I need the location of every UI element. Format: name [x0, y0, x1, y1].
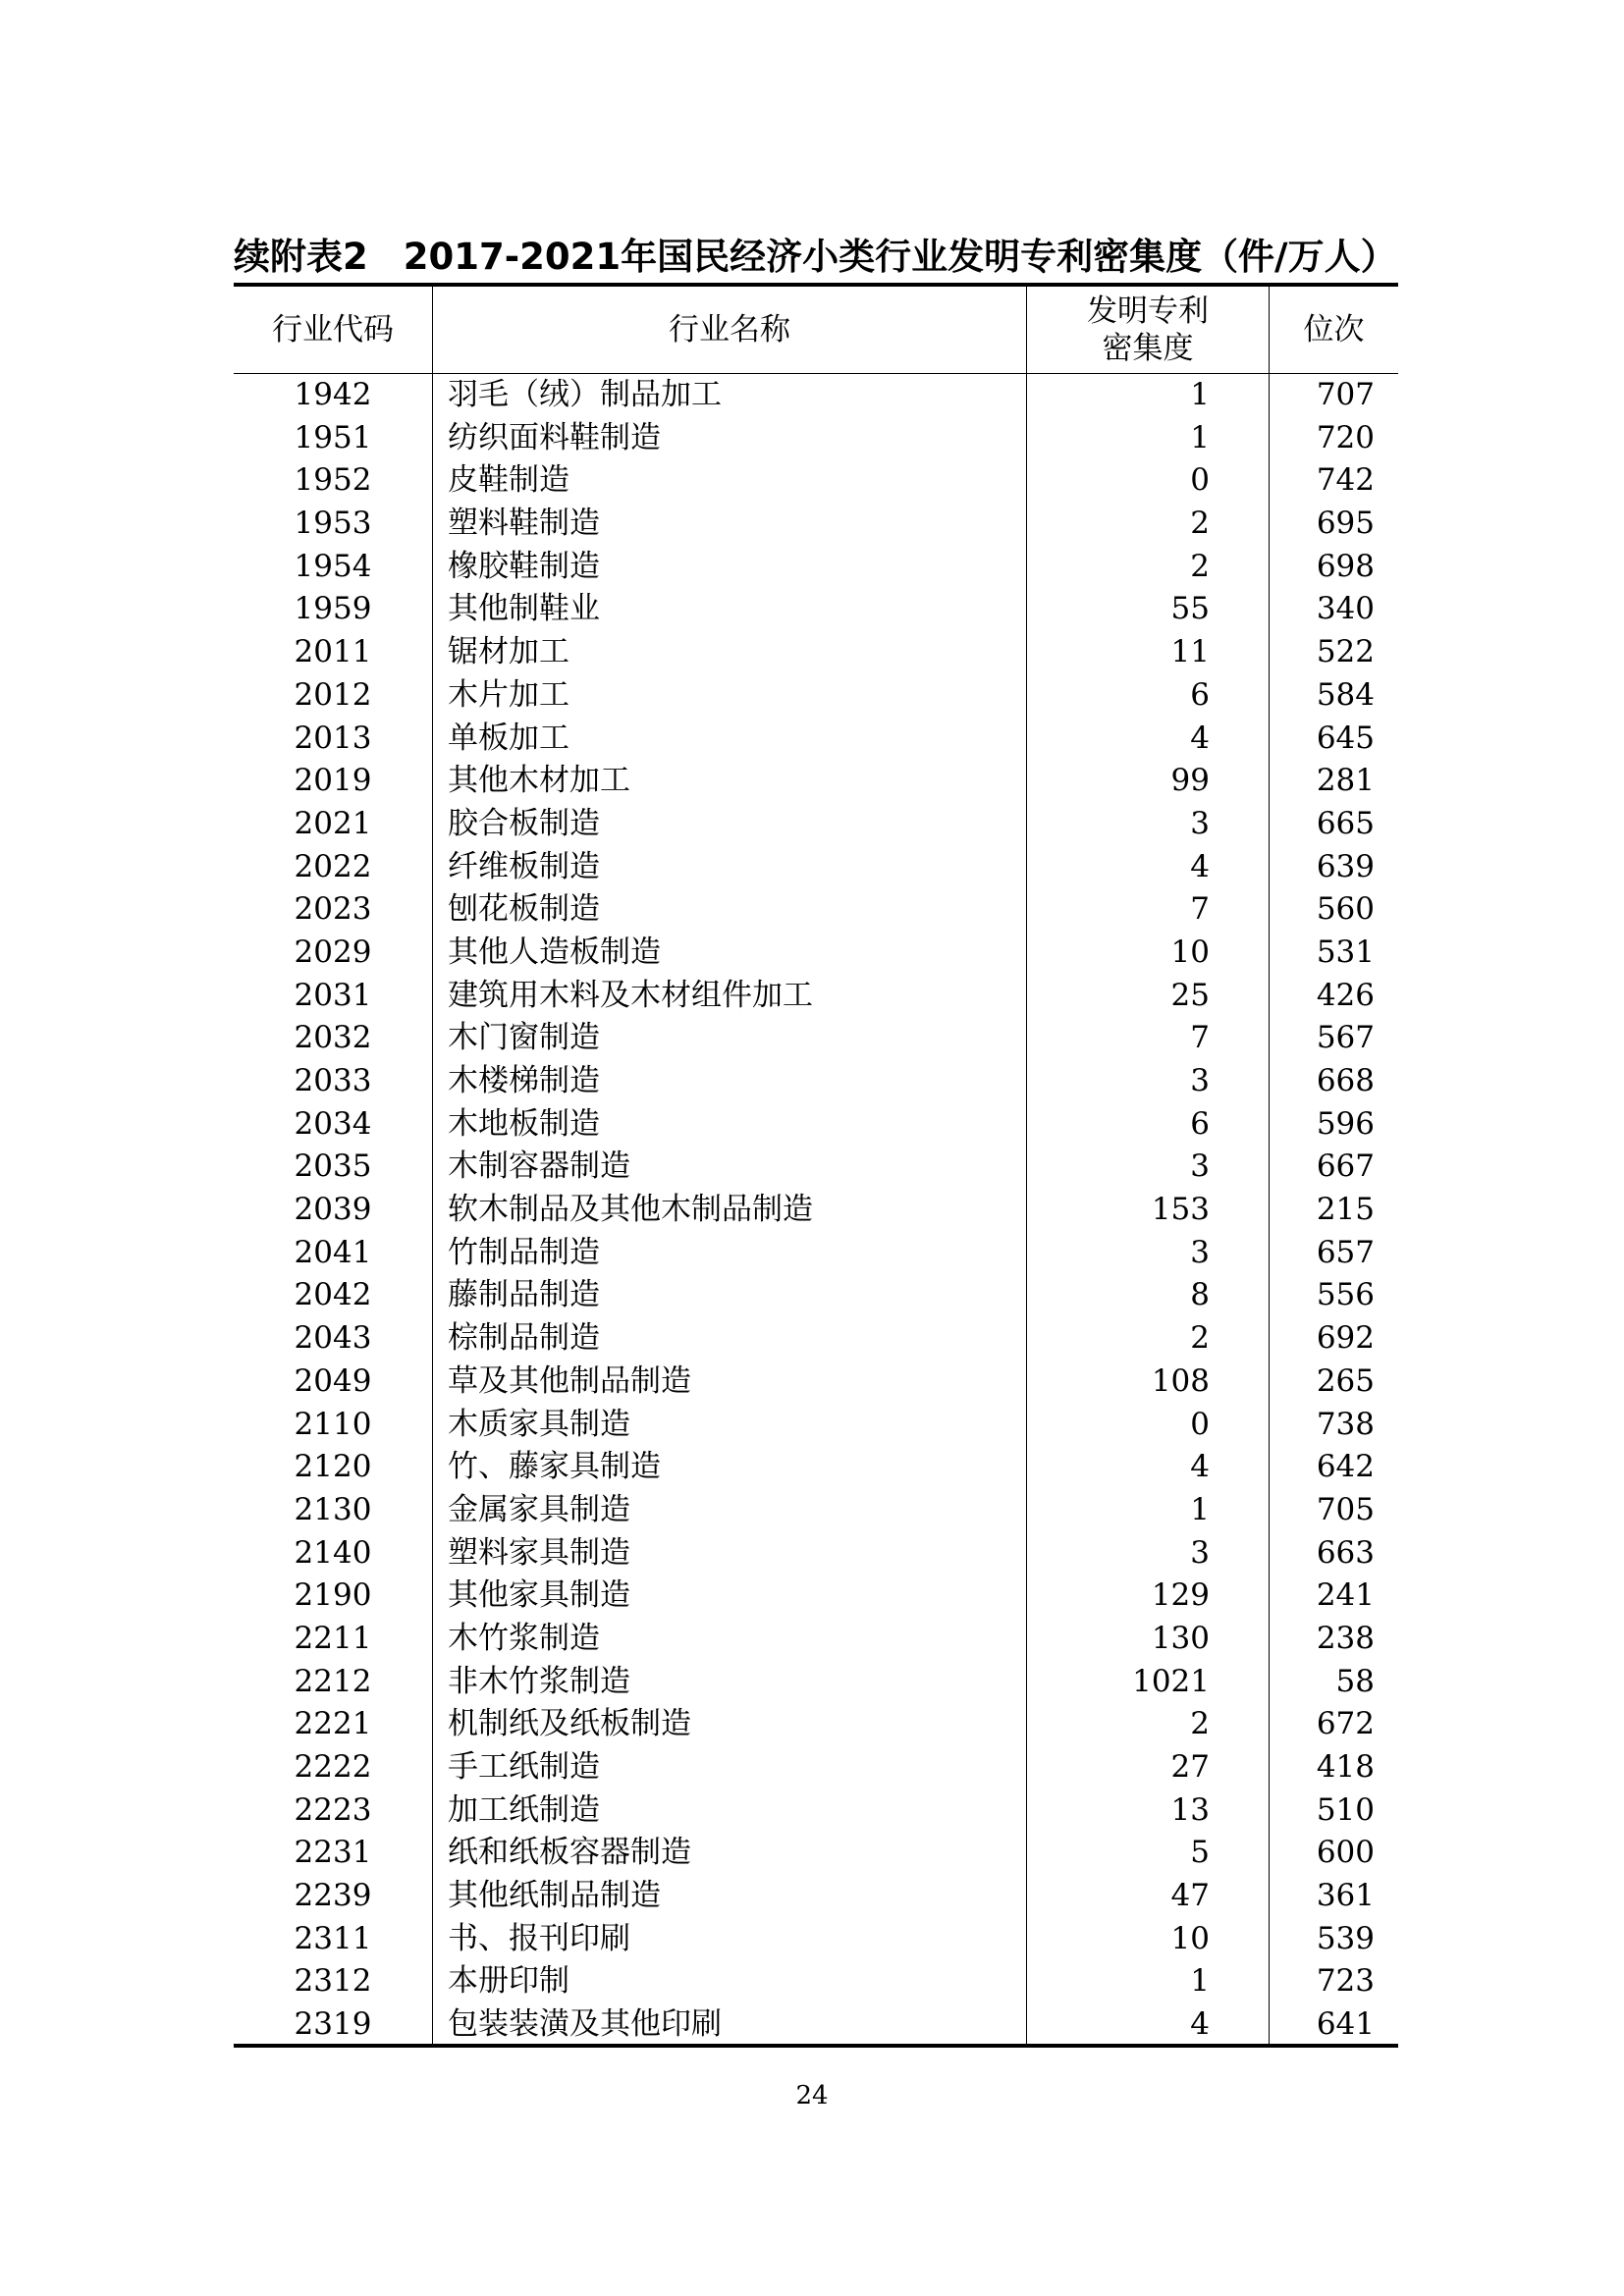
cell-name: 纤维板制造 — [448, 848, 600, 884]
cell-density: 3 — [1190, 1063, 1210, 1098]
cell-rank: 584 — [1316, 676, 1375, 713]
table-row — [234, 803, 1398, 846]
cell-code: 2032 — [294, 1020, 372, 1056]
header-density — [1027, 287, 1269, 373]
table-row — [234, 975, 1398, 1018]
cell-density: 1021 — [1132, 1663, 1210, 1699]
cell-density: 6 — [1190, 1105, 1210, 1142]
cell-code: 2222 — [294, 1749, 372, 1785]
table-row — [234, 932, 1398, 975]
cell-rank: 723 — [1316, 1963, 1375, 2000]
cell-name: 其他纸制品制造 — [448, 1878, 661, 1914]
table-header — [234, 287, 1398, 373]
cell-density: 8 — [1190, 1277, 1210, 1313]
cell-name: 建筑用木料及木材组件加工 — [448, 977, 813, 1013]
data-table — [234, 287, 1398, 2043]
table-row — [234, 1060, 1398, 1103]
cell-code: 2212 — [294, 1663, 372, 1699]
cell-rank: 58 — [1335, 1663, 1375, 1699]
cell-code: 2311 — [294, 1920, 372, 1956]
cell-name: 包装装潢及其他印刷 — [448, 2006, 722, 2043]
cell-rank: 265 — [1316, 1362, 1375, 1399]
cell-density: 6 — [1190, 676, 1210, 713]
cell-rank: 510 — [1316, 1791, 1375, 1828]
cell-name: 锯材加工 — [448, 634, 569, 670]
table-row — [234, 2003, 1398, 2047]
cell-rank: 556 — [1316, 1277, 1375, 1313]
cell-code: 1954 — [294, 548, 372, 584]
table-row — [234, 1746, 1398, 1789]
cell-density: 3 — [1190, 1148, 1210, 1185]
cell-code: 1959 — [294, 591, 372, 627]
table-row — [234, 1832, 1398, 1875]
cell-rank: 241 — [1316, 1577, 1375, 1614]
cell-rank: 645 — [1316, 720, 1375, 756]
cell-density: 3 — [1190, 1534, 1210, 1571]
table-row — [234, 846, 1398, 889]
table-row — [234, 1146, 1398, 1189]
cell-name: 其他制鞋业 — [448, 591, 600, 627]
table-row — [234, 374, 1398, 417]
table-row — [234, 1103, 1398, 1147]
cell-name: 刨花板制造 — [448, 891, 600, 928]
cell-name: 其他家具制造 — [448, 1577, 630, 1614]
cell-code: 2023 — [294, 891, 372, 928]
cell-rank: 340 — [1316, 591, 1375, 627]
cell-code: 2019 — [294, 763, 372, 799]
cell-name: 木竹浆制造 — [448, 1620, 600, 1656]
cell-rank: 567 — [1316, 1020, 1375, 1056]
cell-name: 竹制品制造 — [448, 1234, 600, 1270]
cell-name: 胶合板制造 — [448, 805, 600, 841]
table-row — [234, 631, 1398, 674]
table-row — [234, 1661, 1398, 1704]
cell-rank: 639 — [1316, 848, 1375, 884]
cell-rank: 641 — [1316, 2006, 1375, 2043]
table-row — [234, 1703, 1398, 1746]
cell-name: 塑料鞋制造 — [448, 506, 600, 542]
table-row — [234, 1232, 1398, 1275]
cell-density: 2 — [1190, 1320, 1210, 1357]
cell-rank: 720 — [1316, 419, 1375, 455]
cell-density: 5 — [1190, 1835, 1210, 1871]
cell-name: 其他木材加工 — [448, 763, 630, 799]
cell-density: 4 — [1190, 720, 1210, 756]
cell-code: 2140 — [294, 1534, 372, 1571]
cell-density: 10 — [1170, 934, 1210, 970]
table-row — [234, 1875, 1398, 1918]
header-name: 行业名称 — [669, 312, 790, 347]
cell-rank: 522 — [1316, 634, 1375, 670]
cell-density: 130 — [1151, 1620, 1210, 1656]
cell-name: 纺织面料鞋制造 — [448, 419, 661, 455]
cell-name: 皮鞋制造 — [448, 462, 569, 499]
cell-name: 棕制品制造 — [448, 1320, 600, 1357]
cell-density: 1 — [1190, 419, 1210, 455]
table-row — [234, 1189, 1398, 1232]
cell-rank: 692 — [1316, 1320, 1375, 1357]
cell-density: 1 — [1190, 377, 1210, 412]
table-row — [234, 1532, 1398, 1575]
table-row — [234, 1618, 1398, 1661]
cell-name: 橡胶鞋制造 — [448, 548, 600, 584]
cell-rank: 742 — [1316, 462, 1375, 499]
cell-rank: 539 — [1316, 1920, 1375, 1956]
table-row — [234, 1960, 1398, 2003]
cell-density: 10 — [1170, 1920, 1210, 1956]
cell-code: 1942 — [294, 377, 372, 412]
cell-name: 其他人造板制造 — [448, 934, 661, 970]
table-row — [234, 718, 1398, 761]
cell-code: 2031 — [294, 977, 372, 1013]
cell-density: 0 — [1190, 462, 1210, 499]
cell-density: 2 — [1190, 1706, 1210, 1742]
cell-rank: 215 — [1316, 1192, 1375, 1228]
table-row — [234, 1274, 1398, 1317]
cell-code: 2312 — [294, 1963, 372, 2000]
cell-density: 2 — [1190, 548, 1210, 584]
cell-name: 木楼梯制造 — [448, 1063, 600, 1098]
cell-code: 2041 — [294, 1234, 372, 1270]
table-row — [234, 1575, 1398, 1618]
cell-rank: 418 — [1316, 1749, 1375, 1785]
table-row — [234, 1317, 1398, 1361]
cell-code: 2231 — [294, 1835, 372, 1871]
table-title-main: 2017-2021年国民经济小类行业发明专利密集度（件/万人） — [403, 236, 1397, 278]
header-density-line1: 发明专利 — [1087, 294, 1209, 329]
cell-rank: 668 — [1316, 1063, 1375, 1098]
cell-code: 2130 — [294, 1491, 372, 1527]
cell-name: 本册印制 — [448, 1963, 569, 2000]
table-row — [234, 1446, 1398, 1489]
cell-code: 2120 — [294, 1449, 372, 1485]
cell-name: 木地板制造 — [448, 1105, 600, 1142]
cell-rank: 426 — [1316, 977, 1375, 1013]
cell-name: 藤制品制造 — [448, 1277, 600, 1313]
cell-density: 13 — [1170, 1791, 1210, 1828]
cell-rank: 600 — [1316, 1835, 1375, 1871]
table-row — [234, 546, 1398, 589]
cell-code: 2042 — [294, 1277, 372, 1313]
cell-name: 木片加工 — [448, 676, 569, 713]
table-body — [234, 374, 1398, 2047]
cell-name: 书、报刊印刷 — [448, 1920, 630, 1956]
cell-rank: 361 — [1316, 1878, 1375, 1914]
cell-rank: 238 — [1316, 1620, 1375, 1656]
cell-density: 129 — [1151, 1577, 1210, 1614]
cell-density: 4 — [1190, 848, 1210, 884]
cell-density: 25 — [1170, 977, 1210, 1013]
cell-density: 27 — [1170, 1749, 1210, 1785]
cell-density: 11 — [1170, 634, 1210, 670]
cell-density: 7 — [1190, 1020, 1210, 1056]
cell-code: 2319 — [294, 2006, 372, 2043]
cell-code: 2035 — [294, 1148, 372, 1185]
cell-density: 47 — [1170, 1878, 1210, 1914]
cell-density: 3 — [1190, 1234, 1210, 1270]
cell-name: 竹、藤家具制造 — [448, 1449, 661, 1485]
cell-name: 塑料家具制造 — [448, 1534, 630, 1571]
cell-density: 99 — [1170, 763, 1210, 799]
cell-rank: 672 — [1316, 1706, 1375, 1742]
cell-rank: 695 — [1316, 506, 1375, 542]
cell-name: 木质家具制造 — [448, 1406, 630, 1442]
cell-code: 1951 — [294, 419, 372, 455]
cell-code: 2221 — [294, 1706, 372, 1742]
cell-code: 2011 — [294, 634, 372, 670]
cell-code: 2043 — [294, 1320, 372, 1357]
cell-rank: 698 — [1316, 548, 1375, 584]
cell-rank: 705 — [1316, 1491, 1375, 1527]
table-row — [234, 1789, 1398, 1833]
table-row — [234, 1017, 1398, 1060]
cell-density: 4 — [1190, 1449, 1210, 1485]
cell-name: 加工纸制造 — [448, 1791, 600, 1828]
cell-name: 非木竹浆制造 — [448, 1663, 630, 1699]
cell-density: 2 — [1190, 506, 1210, 542]
table-row — [234, 674, 1398, 718]
table-row — [234, 588, 1398, 631]
cell-code: 2013 — [294, 720, 372, 756]
cell-name: 金属家具制造 — [448, 1491, 630, 1527]
table-row — [234, 1918, 1398, 1961]
cell-code: 2034 — [294, 1105, 372, 1142]
cell-code: 1953 — [294, 506, 372, 542]
cell-rank: 707 — [1316, 377, 1375, 412]
table-row — [234, 417, 1398, 460]
cell-code: 2012 — [294, 676, 372, 713]
cell-code: 2022 — [294, 848, 372, 884]
cell-code: 2021 — [294, 805, 372, 841]
cell-density: 3 — [1190, 805, 1210, 841]
cell-density: 7 — [1190, 891, 1210, 928]
table-title-prefix: 续附表2 — [234, 236, 368, 278]
header-rank: 位次 — [1303, 312, 1365, 347]
cell-density: 4 — [1190, 2006, 1210, 2043]
cell-density: 0 — [1190, 1406, 1210, 1442]
cell-rank: 531 — [1316, 934, 1375, 970]
cell-rank: 665 — [1316, 805, 1375, 841]
table-row — [234, 503, 1398, 546]
cell-code: 2211 — [294, 1620, 372, 1656]
cell-name: 机制纸及纸板制造 — [448, 1706, 691, 1742]
cell-code: 2029 — [294, 934, 372, 970]
cell-code: 2033 — [294, 1063, 372, 1098]
cell-name: 木制容器制造 — [448, 1148, 630, 1185]
cell-rank: 560 — [1316, 891, 1375, 928]
cell-name: 手工纸制造 — [448, 1749, 600, 1785]
cell-rank: 657 — [1316, 1234, 1375, 1270]
cell-code: 2039 — [294, 1192, 372, 1228]
table-row — [234, 1404, 1398, 1447]
header-density-line2: 密集度 — [1102, 331, 1194, 366]
cell-code: 2223 — [294, 1791, 372, 1828]
cell-name: 草及其他制品制造 — [448, 1362, 691, 1399]
table-row — [234, 1361, 1398, 1404]
cell-code: 2190 — [294, 1577, 372, 1614]
cell-density: 108 — [1151, 1362, 1210, 1399]
cell-density: 1 — [1190, 1963, 1210, 2000]
cell-code: 1952 — [294, 462, 372, 499]
cell-density: 1 — [1190, 1491, 1210, 1527]
cell-code: 2110 — [294, 1406, 372, 1442]
table-row — [234, 459, 1398, 503]
cell-name: 单板加工 — [448, 720, 569, 756]
cell-code: 2239 — [294, 1878, 372, 1914]
cell-name: 软木制品及其他木制品制造 — [448, 1192, 813, 1228]
cell-rank: 663 — [1316, 1534, 1375, 1571]
table-row — [234, 888, 1398, 932]
cell-name: 羽毛（绒）制品加工 — [448, 377, 722, 412]
table-title — [234, 229, 1402, 286]
cell-rank: 738 — [1316, 1406, 1375, 1442]
cell-name: 纸和纸板容器制造 — [448, 1835, 691, 1871]
cell-rank: 596 — [1316, 1105, 1375, 1142]
cell-density: 55 — [1170, 591, 1210, 627]
cell-code: 2049 — [294, 1362, 372, 1399]
cell-rank: 281 — [1316, 763, 1375, 799]
header-code: 行业代码 — [272, 312, 394, 347]
table-row — [234, 760, 1398, 803]
page-number: 24 — [795, 2081, 829, 2110]
cell-rank: 642 — [1316, 1449, 1375, 1485]
table-row — [234, 1489, 1398, 1532]
cell-rank: 667 — [1316, 1148, 1375, 1185]
cell-name: 木门窗制造 — [448, 1020, 600, 1056]
cell-density: 153 — [1151, 1192, 1210, 1228]
